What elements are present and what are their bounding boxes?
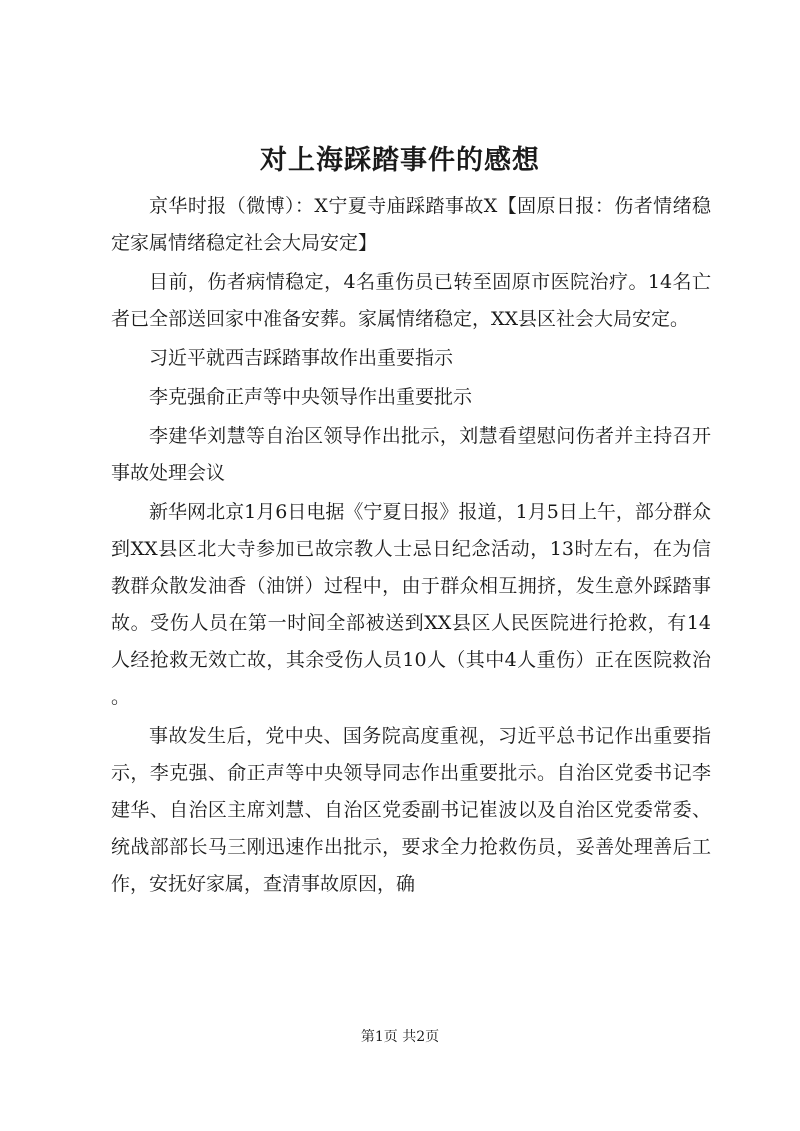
paragraph: 京华时报（微博）：X宁夏寺庙踩踏事故X【固原日报：伤者情绪稳定家属情绪稳定社会大局安定】 <box>111 195 711 254</box>
document-body <box>111 188 711 903</box>
paragraph: 习近平就西吉踩踏事故作出重要指示 <box>149 347 454 369</box>
paragraph: 李建华刘慧等自治区领导作出批示，刘慧看望慰问伤者并主持召开事故处理会议 <box>111 425 711 484</box>
paragraph: 事故发生后，党中央、国务院高度重视，习近平总书记作出重要指示，李克强、俞正声等中央领导同志作出重要批示。自治区党委书记李建华、自治区主席刘慧、自治区党委副书记崔波以及自治区党委常委、统战部部长马三刚迅速作出批示，要求全力抢救伤员，妥善处理善后工作，安抚好家属，查清事故原因，确 <box>111 725 711 895</box>
paragraph: 新华网北京1月6日电据《宁夏日报》报道，1月5日上午，部分群众到XX县区北大寺参加已故宗教人士忌日纪念活动，13时左右，在为信教群众散发油香（油饼）过程中，由于群众相互拥挤，发生意外踩踏事故。受伤人员在第一时间全部被送到XX县区人民医院进行抢救，有14人经抢救无效亡故，其余受伤人员10人（其中4人重伤）正在医院救治。 <box>111 501 711 708</box>
paragraph: 目前，伤者病情稳定，4名重伤员已转至固原市医院治疗。14名亡者已全部送回家中准备安葬。家属情绪稳定，XX县区社会大局安定。 <box>111 271 711 330</box>
page-footer: 第1页 共2页 <box>360 1029 440 1045</box>
paragraph: 李克强俞正声等中央领导作出重要批示 <box>149 386 473 408</box>
document-title: 对上海踩踏事件的感想 <box>260 145 540 176</box>
